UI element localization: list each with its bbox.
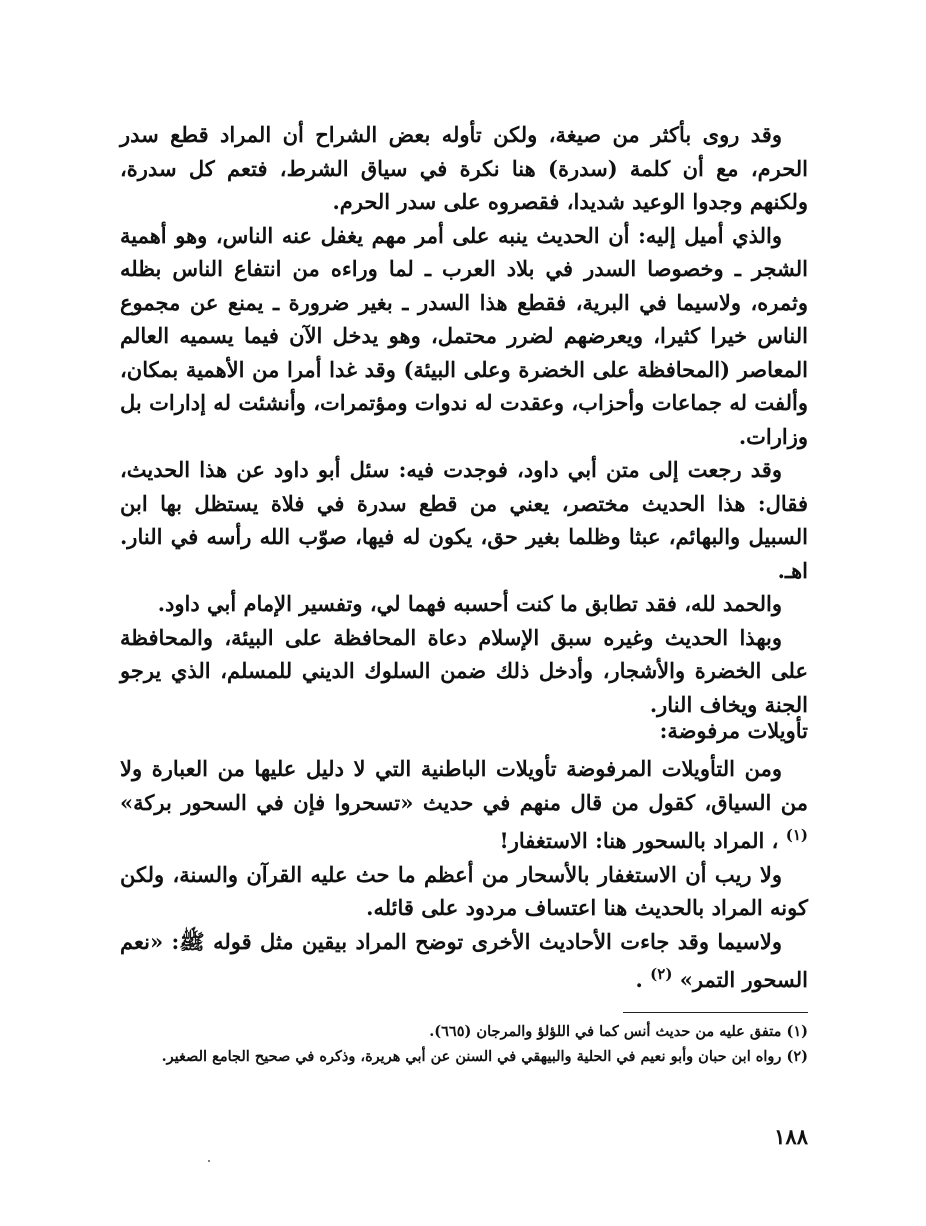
footnote-2: (٢) رواه ابن حبان وأبو نعيم في الحلية والبيهقي في السنن عن أبي هريرة، وذكره في صحيح الجامع الصغير. xyxy=(161,1048,808,1065)
paragraph-islam-environment: وبهذا الحديث وغيره سبق الإسلام دعاة المحافظة على البيئة، والمحافظة على الخضرة والأشجار، وأدخل ذلك ضمن السلوك الديني للمسلم، الذي يرجو الجنة ويخاف النار. xyxy=(120,624,808,717)
scan-speck xyxy=(208,1160,210,1162)
footnote-1: (١) متفق عليه من حديث أنس كما في اللؤلؤ والمرجان (٦٦٥). xyxy=(429,1023,808,1040)
paragraph-istighfar: ولا ريب أن الاستغفار بالأسحار من أعظم ما حث عليه القرآن والسنة، ولكن كونه المراد بالحديث هنا اعتساف مردود على قائله. xyxy=(120,861,808,920)
paragraph-batiniyya-text: ومن التأويلات المرفوضة تأويلات الباطنية التي لا دليل عليها من العبارة ولا من السياق، كقول من قال منهم في حديث «تسحروا فإن في السحور بركة» xyxy=(120,756,808,815)
paragraph-batiniyya-tail: ، المراد بالسحور هنا: الاستغفار! xyxy=(499,828,779,853)
paragraph-sidr-interpretation: وقد روى بأكثر من صيغة، ولكن تأوله بعض الشراح أن المراد قطع سدر الحرم، مع أن كلمة (سدرة) هنا نكرة في سياق الشرط، فتعم كل سدرة، ولكنهم وجدوا الوعيد شديدا، فقصروه على سدر الحرم. xyxy=(120,122,808,214)
page-number: ١٨٨ xyxy=(774,1124,808,1149)
footnotes xyxy=(108,1019,808,1069)
paragraph-other-hadiths xyxy=(120,925,808,997)
footnote-ref-1: (١) xyxy=(785,826,808,844)
section-heading: تأويلات مرفوضة: xyxy=(659,718,808,743)
body-text-upper xyxy=(120,118,808,721)
paragraph-praise: والحمد لله، فقد تطابق ما كنت أحسبه فهما لي، وتفسير الإمام أبي داود. xyxy=(157,591,782,616)
paragraph-author-opinion: والذي أميل إليه: أن الحديث ينبه على أمر مهم يغفل عنه الناس، وهو أهمية الشجر ـ وخصوصا السدر في بلاد العرب ـ لما وراءه من انتفاع الناس بظله وثمره، ولاسيما في البرية، فقطع هذا السدر ـ بغير ضرورة ـ يمنع عن مجموع الناس خيرا كثيرا، ويعرضهم لضرر محتمل، وهو يدخل الآن فيما يسميه العالم المعاصر (المحافظة على الخضرة وعلى البيئة) وقد غدا أمرا من الأهمية بمكان، وألفت له جماعات وأحزاب، وعقدت له ندوات ومؤتمرات، وأنشئت له إدارات بل وزارات. xyxy=(120,222,808,449)
paragraph-other-hadiths-text: ولاسيما وقد جاءت الأحاديث الأخرى توضح المراد بيقين مثل قوله ﷺ: «نعم السحور التمر» xyxy=(120,928,808,992)
paragraph-batiniyya xyxy=(120,752,808,858)
footnote-ref-2: (٢) xyxy=(650,965,673,983)
body-text-lower xyxy=(120,752,808,997)
paragraph-abu-dawud: وقد رجعت إلى متن أبي داود، فوجدت فيه: سئل أبو داود عن هذا الحديث، فقال: هذا الحديث مختصر، يعني من قطع سدرة في فلاة يستظل بها ابن السبيل والبهائم، عبثا وظلما بغير حق، يكون له فيها، صوّب الله رأسه في النار. اهـ. xyxy=(120,457,808,583)
paragraph-other-hadiths-tail: . xyxy=(635,967,643,992)
footnote-divider xyxy=(623,1012,808,1013)
